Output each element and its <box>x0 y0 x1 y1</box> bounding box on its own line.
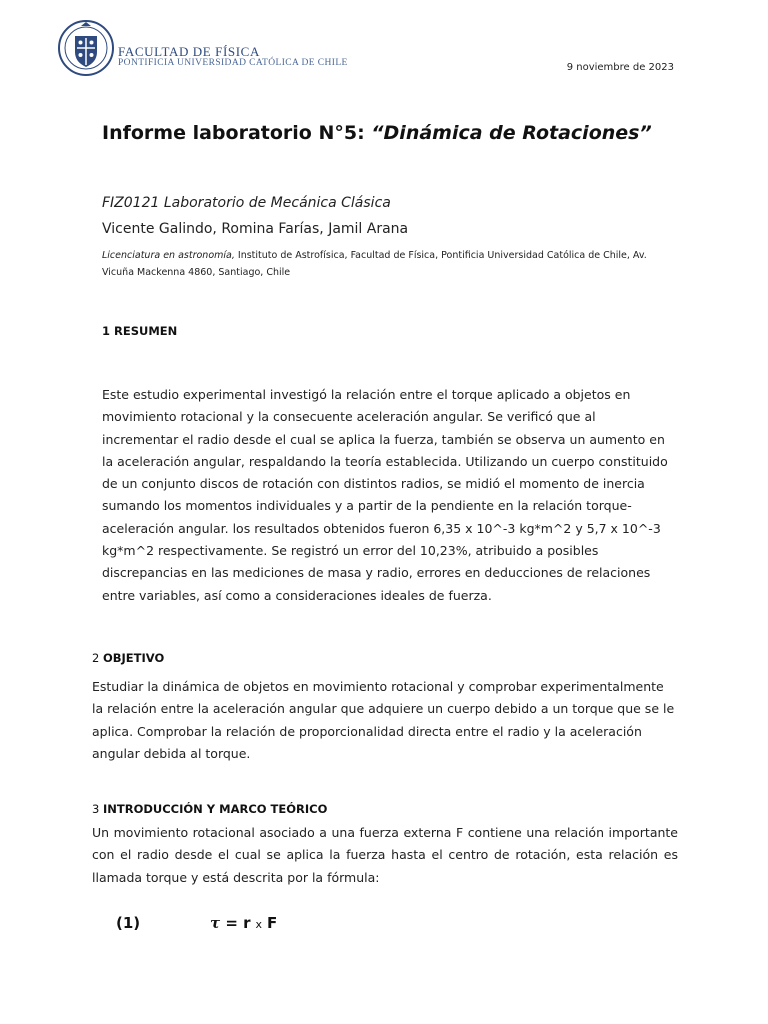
title-main: Informe laboratorio N°5: <box>102 122 372 144</box>
objetivo-paragraph: Estudiar la dinámica de objetos en movimiento rotacional y comprobar experimentalmente la relación entre la aceleración angular que adquiere un cuerpo debido a un torque que se le aplica. Comprobar la relación de proporcionalidad directa entre el radio y la aceleración angular debida al torque. <box>92 679 675 761</box>
equation-times: x <box>255 918 263 931</box>
section-number: 3 <box>92 802 103 816</box>
equation-tau: τ <box>210 914 221 932</box>
section-heading-objetivo <box>92 651 164 665</box>
equation-number: (1) <box>116 914 141 932</box>
affiliation-address: Instituto de Astrofísica, Facultad de Física, Pontificia Universidad Católica de Chile, Av. Vicuña Mackenna 4860, Santiago, Chile <box>102 250 647 278</box>
report-date: 9 noviembre de 2023 <box>566 62 674 73</box>
course-name: FIZ0121 Laboratorio de Mecánica Clásica <box>102 195 391 211</box>
equation-equals: = <box>220 914 244 932</box>
section-heading-resumen: 1 RESUMEN <box>102 324 178 338</box>
university-name: PONTIFICIA UNIVERSIDAD CATÓLICA DE CHILE <box>118 58 348 68</box>
section-title: OBJETIVO <box>102 651 165 665</box>
author-list: Vicente Galindo, Romina Farías, Jamil Arana <box>102 221 409 237</box>
faculty-name: FACULTAD DE FÍSICA <box>118 44 260 59</box>
affiliation <box>102 247 662 281</box>
equation-r: r <box>243 914 251 932</box>
torque-equation <box>210 914 277 932</box>
section-heading-intro <box>92 802 327 816</box>
affiliation-program: Licenciatura en astronomía, <box>102 250 235 261</box>
university-seal-logo <box>58 14 114 82</box>
section-number: 2 <box>92 651 103 665</box>
title-italic: “Dinámica de Rotaciones” <box>371 122 652 144</box>
resumen-paragraph: Este estudio experimental investigó la relación entre el torque aplicado a objetos en movimiento rotacional y la consecuente aceleración angular. Se verificó que al incrementar el radio desde el cual se aplica la fuerza, también se observa un aumento en la aceleración angular, respaldando la teoría establecida. Utilizando un cuerpo constituido de un conjunto discos de rotación con distintos radios, se midió el momento de inercia sumando los momentos individuales y a partir de la pendiente en la relación torque-aceleración angular. los resultados obtenidos fueron 6,35 x 10^-3 kg*m^2 y 5,7 x 10^-3 kg*m^2 respectivamente. Se registró un error del 10,23%, atribuido a posibles discrepancias en las mediciones de masa y radio, errores en deducciones de relaciones entre variables, así como a consideraciones ideales de fuerza. <box>102 387 668 603</box>
paper-title <box>102 114 662 152</box>
intro-paragraph: Un movimiento rotacional asociado a una fuerza externa F contiene una relación importante con el radio desde el cual se aplica la fuerza hasta el centro de rotación, esta relación es llamada torque y está descrita por la fórmula: <box>92 825 678 885</box>
equation-F: F <box>267 914 278 932</box>
section-title: INTRODUCCIÓN Y MARCO TEÓRICO <box>102 802 328 816</box>
